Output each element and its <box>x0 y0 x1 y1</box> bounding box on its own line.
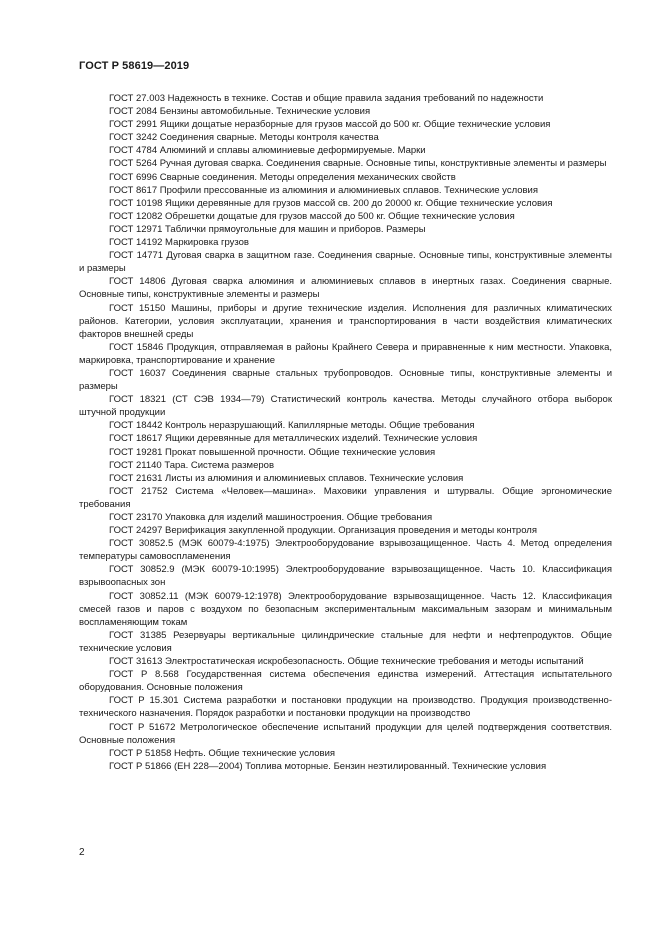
reference-item: ГОСТ 12971 Таблички прямоугольные для машин и приборов. Размеры <box>109 223 426 235</box>
reference-item: ГОСТ 30852.5 (МЭК 60079-4:1975) Электрооборудование взрывозащищенное. Часть 4. Метод определения температуры самовоспламенения <box>79 538 612 563</box>
reference-item: ГОСТ Р 15.301 Система разработки и постановки продукции на производство. Продукция производственно-технического назначения. Порядок разработки и постановки продукции на производство <box>79 695 612 720</box>
reference-item: ГОСТ 30852.9 (МЭК 60079-10:1995) Электрооборудование взрывозащищенное. Часть 10. Классификация взрывоопасных зон <box>79 564 612 589</box>
reference-item: ГОСТ 30852.11 (МЭК 60079-12:1978) Электрооборудование взрывозащищенное. Часть 12. Классификация смесей газов и паров с воздухом по безопасным экспериментальным максимальным зазорам и минимальным воспламеняющим токам <box>79 590 612 628</box>
reference-item: ГОСТ 15150 Машины, приборы и другие технические изделия. Исполнения для различных климатических районов. Категории, условия эксплуатации, хранения и транспортирования в части воздействия климатических факторов внешней среды <box>79 302 612 340</box>
reference-item: ГОСТ 18321 (СТ СЭВ 1934—79) Статистический контроль качества. Методы случайного отбора выборок штучной продукции <box>79 394 612 419</box>
reference-item: ГОСТ 24297 Верификация закупленной продукции. Организация проведения и методы контроля <box>109 525 537 537</box>
normative-references-list <box>79 92 612 773</box>
reference-item: ГОСТ 31385 Резервуары вертикальные цилиндрические стальные для нефти и нефтепродуктов. Общие технические условия <box>79 629 612 654</box>
reference-item: ГОСТ Р 51858 Нефть. Общие технические условия <box>109 747 336 759</box>
reference-item: ГОСТ 31613 Электростатическая искробезопасность. Общие технические требования и методы испытаний <box>109 656 584 668</box>
reference-item: ГОСТ 10198 Ящики деревянные для грузов массой св. 200 до 20000 кг. Общие технические условия <box>109 197 553 209</box>
reference-item: ГОСТ Р 51866 (ЕН 228—2004) Топлива моторные. Бензин неэтилированный. Технические условия <box>109 760 547 772</box>
reference-item: ГОСТ Р 8.568 Государственная система обеспечения единства измерений. Аттестация испытательного оборудования. Основные положения <box>79 669 612 694</box>
reference-item: ГОСТ 12082 Обрешетки дощатые для грузов массой до 500 кг. Общие технические условия <box>109 210 515 222</box>
reference-item: ГОСТ 3242 Соединения сварные. Методы контроля качества <box>109 132 379 144</box>
reference-item: ГОСТ 14771 Дуговая сварка в защитном газе. Соединения сварные. Основные типы, конструктивные элементы и размеры <box>79 250 612 275</box>
reference-item: ГОСТ 4784 Алюминий и сплавы алюминиевые деформируемые. Марки <box>109 145 426 157</box>
reference-item: ГОСТ 14806 Дуговая сварка алюминия и алюминиевых сплавов в инертных газах. Соединения сварные. Основные типы, конструктивные элементы и размеры <box>79 276 612 301</box>
reference-item: ГОСТ 6996 Сварные соединения. Методы определения механических свойств <box>109 171 456 183</box>
reference-item: ГОСТ 27.003 Надежность в технике. Состав и общие правила задания требований по надежности <box>109 93 544 104</box>
reference-item: ГОСТ 2084 Бензины автомобильные. Технические условия <box>109 106 371 118</box>
reference-item: ГОСТ 5264 Ручная дуговая сварка. Соединения сварные. Основные типы, конструктивные элементы и размеры <box>109 158 607 170</box>
reference-item: ГОСТ Р 51672 Метрологическое обеспечение испытаний продукции для целей подтверждения соответствия. Основные положения <box>79 721 612 746</box>
reference-item: ГОСТ 18617 Ящики деревянные для металлических изделий. Технические условия <box>109 433 478 445</box>
page-number: 2 <box>79 847 85 858</box>
reference-item: ГОСТ 19281 Прокат повышенной прочности. Общие технические условия <box>109 446 436 458</box>
reference-item: ГОСТ 15846 Продукция, отправляемая в районы Крайнего Севера и приравненные к ним местности. Упаковка, маркировка, транспортирование и хранение <box>79 341 612 366</box>
reference-item: ГОСТ 8617 Профили прессованные из алюминия и алюминиевых сплавов. Технические условия <box>109 184 538 196</box>
reference-item: ГОСТ 23170 Упаковка для изделий машиностроения. Общие требования <box>109 512 433 523</box>
reference-item: ГОСТ 14192 Маркировка грузов <box>109 237 249 249</box>
reference-item: ГОСТ 21631 Листы из алюминия и алюминиевых сплавов. Технические условия <box>109 472 464 484</box>
reference-item: ГОСТ 18442 Контроль неразрушающий. Капиллярные методы. Общие требования <box>109 420 475 432</box>
reference-item: ГОСТ 21752 Система «Человек—машина». Маховики управления и штурвалы. Общие эргономические требования <box>79 485 612 510</box>
reference-item: ГОСТ 16037 Соединения сварные стальных трубопроводов. Основные типы, конструктивные элементы и размеры <box>79 367 612 393</box>
reference-item: ГОСТ 2991 Ящики дощатые неразборные для грузов массой до 500 кг. Общие технические условия <box>109 119 551 131</box>
document-header: ГОСТ Р 58619—2019 <box>79 60 190 72</box>
reference-item: ГОСТ 21140 Тара. Система размеров <box>109 459 274 471</box>
